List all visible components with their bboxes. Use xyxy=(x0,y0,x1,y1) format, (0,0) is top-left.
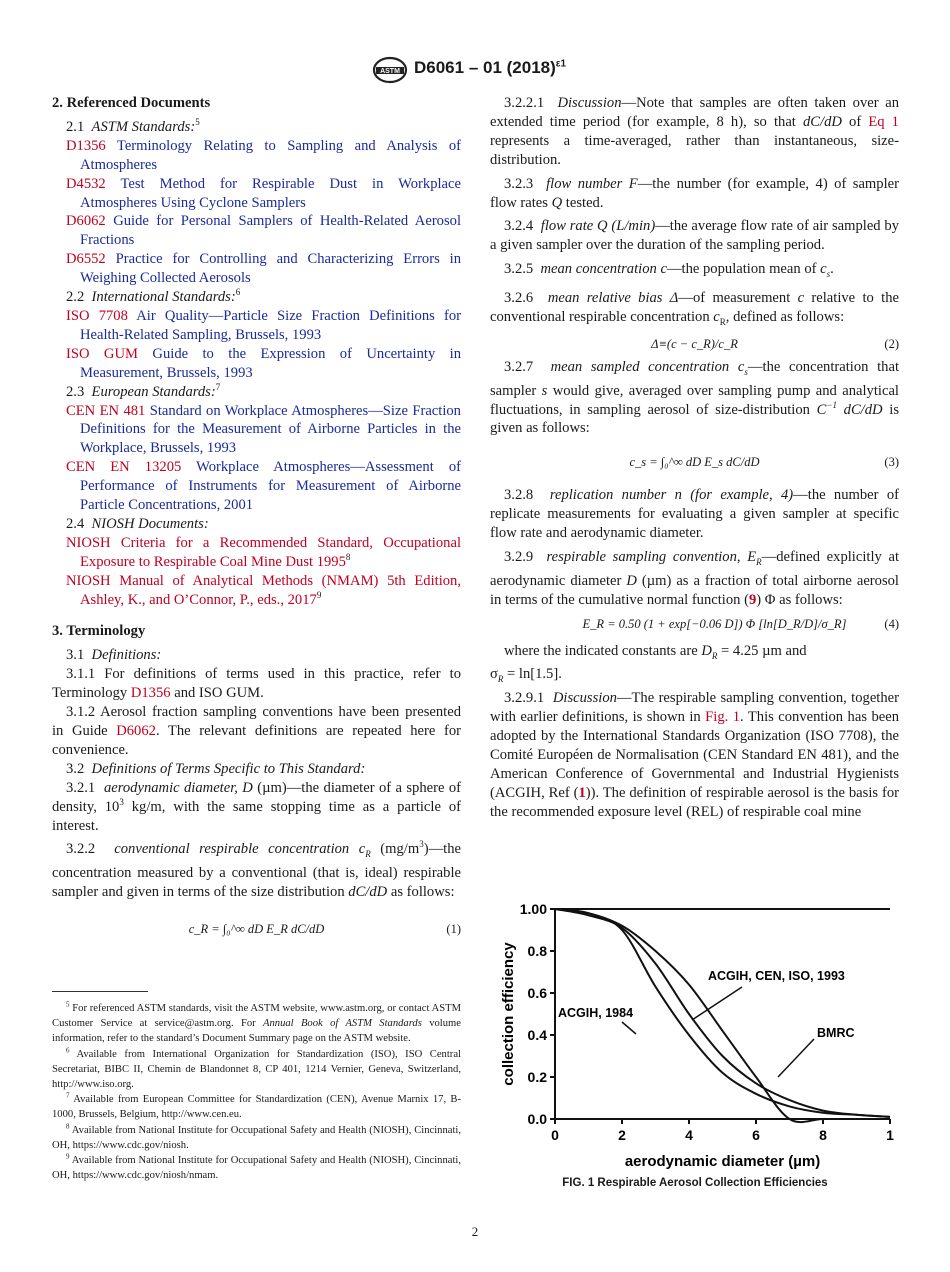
page-header xyxy=(0,56,950,86)
right-column xyxy=(490,94,899,822)
para-3-2-6: 3.2.6 mean relative bias Δ—of measurement c relative to the conventional respirable concentration $c_R$, defined as follows: xyxy=(490,290,899,327)
equation-1: c_R = ∫₀^∞ dD E_R dC/dD (1) xyxy=(188,922,461,937)
pointer-acgih-cen-iso xyxy=(692,987,742,1020)
label-acgih-1984: ACGIH, 1984 xyxy=(558,1006,634,1020)
x-tick-label: 6 xyxy=(752,1127,760,1143)
niosh-documents-heading: 2.4 NIOSH Documents: xyxy=(66,515,209,532)
astm-logo-icon xyxy=(372,56,408,84)
y-tick-label: 0.2 xyxy=(527,1069,547,1085)
reference-title: Guide for Personal Samplers of Health-Related Aerosol Fractions xyxy=(80,213,461,249)
x-axis-label: aerodynamic diameter (µm) xyxy=(624,1153,821,1170)
pointer-bmrc xyxy=(778,1039,814,1077)
reference-iso-7708[interactable] xyxy=(66,307,461,345)
international-standards-heading: 2.2 International Standards:$^6$ xyxy=(66,287,241,306)
reference-title: Standard on Workplace Atmospheres—Size Fraction Definitions for the Measurement of Airborne Particles in the Workplace, Brussels, 1993 xyxy=(80,402,461,457)
reference-code[interactable]: D1356 xyxy=(66,137,106,154)
equation-4: E_R = 0.50 (1 + exp[−0.06 D]) Φ [ln[D_R/D]/σ_R] (4) xyxy=(582,616,899,631)
footnote-9: $^9$ Available from National Institute for Occupational Safety and Health (NIOSH), Cincinnati, OH, https://www.cdc.gov/niosh/nmam. xyxy=(52,1152,461,1182)
para-3-2-3: 3.2.3 flow number F—the number (for example, 4) of sampler flow rates Q tested. xyxy=(490,175,899,211)
reference-title: Test Method for Respirable Dust in Workplace Atmospheres Using Cyclone Samplers xyxy=(80,175,461,211)
reference-d4532[interactable] xyxy=(66,175,461,213)
reference-code[interactable]: CEN EN 481 xyxy=(66,402,146,419)
x-tick-label: 8 xyxy=(819,1127,827,1143)
para-3-2-7: 3.2.7 mean sampled concentration $c_s—the$ concentration that sampler s would give, averaged over sampling pump and analytical fluctuations, in sampling aerosol of size-distribution $C^{-1}$ dC/dD is given as follows: xyxy=(490,358,900,437)
footnotes xyxy=(52,1001,461,1183)
document-id xyxy=(414,58,566,78)
figure-1 xyxy=(490,892,910,1197)
para-3-1-1: 3.1.1 For definitions of terms used in this practice, refer to Terminology D1356 and ISO GUM. xyxy=(52,666,461,702)
doc-id-sup: ε1 xyxy=(555,58,567,70)
x-tick-label: 0 xyxy=(551,1127,559,1143)
reference-title: Terminology Relating to Sampling and Analysis of Atmospheres xyxy=(80,137,462,173)
section-3-title: 3. Terminology xyxy=(52,623,146,640)
x-tick-label: 2 xyxy=(618,1127,626,1143)
section-2-title: 2. Referenced Documents xyxy=(52,95,211,111)
link-fig-1[interactable]: Fig. 1 xyxy=(705,709,741,726)
reference-niosh-criteria[interactable]: NIOSH Criteria for a Recommended Standard, Occupational Exposure to Respirable Coal Mine Dust 1995$^8$ xyxy=(66,534,461,570)
reference-code[interactable]: D6552 xyxy=(66,251,106,268)
reference-cen-en-13205[interactable] xyxy=(66,458,461,515)
para-3-2-9-1: 3.2.9.1 Discussion—The respirable sampling convention, together with earlier definitions, is shown in Fig. 1. This convention has been adopted by the International Standards Organization (ISO 7708), the Comité Européen de Normalisation (CEN Standard EN 481), and the American Conference of Governmental and Industrial Hygienists (ACGIH, Ref (1)). The definition of respirable aerosol is the basis for the recommended exposure level (REL) of respirable coal mine xyxy=(490,690,899,820)
y-tick-label: 0.0 xyxy=(527,1111,547,1127)
reference-code[interactable]: CEN EN 13205 xyxy=(66,459,182,476)
reference-code[interactable]: D6062 xyxy=(66,213,106,230)
doc-id-text: D6061 – 01 (2018) xyxy=(414,58,556,77)
reference-title: Workplace Atmospheres—Assessment of Performance of Instruments for Measurement of Airborne Particle Concentrations, 2001 xyxy=(80,459,461,514)
label-acgih-cen-iso: ACGIH, CEN, ISO, 1993 xyxy=(708,969,845,983)
x-tick-label: 4 xyxy=(685,1127,693,1143)
figure-caption: FIG. 1 Respirable Aerosol Collection Efficiencies xyxy=(562,1177,828,1189)
y-tick-label: 0.8 xyxy=(527,943,547,959)
link-d1356[interactable]: D1356 xyxy=(130,685,171,702)
reference-d1356[interactable] xyxy=(66,137,461,175)
para-3-2-4: 3.2.4 flow rate Q (L/min)—the average flow rate of air sampled by a given sampler over the duration of the sampling period. xyxy=(490,218,899,254)
label-bmrc: BMRC xyxy=(817,1026,855,1040)
reference-code[interactable]: ISO GUM xyxy=(66,345,138,362)
para-sigma: $\sigma_R = \ln[1.5]$. xyxy=(490,666,562,685)
link-ref-1[interactable]: 1 xyxy=(578,784,586,801)
footnote-8: $^8$ Available from National Institute for Occupational Safety and Health (NIOSH), Cincinnati, OH, https://www.cdc.gov/niosh. xyxy=(52,1122,461,1151)
footnote-5: $^5$ For referenced ASTM standards, visit the ASTM website, www.astm.org, or contact ASTM Customer Service at service@astm.org. For Annual Book of ASTM Standards volume information, refer to the standard’s Document Summary page on the ASTM website. xyxy=(52,1000,461,1045)
pointer-acgih-1984 xyxy=(622,1022,636,1034)
link-eq-1[interactable]: Eq 1 xyxy=(868,113,899,130)
para-where: where the indicated constants are $D_R = 4.25$ µm and xyxy=(504,642,807,661)
reference-code[interactable]: D4532 xyxy=(66,175,106,192)
specific-definitions-heading: 3.2 Definitions of Terms Specific to This Standard: xyxy=(66,760,366,777)
astm-standards-heading: 2.1 ASTM Standards:$^5$ xyxy=(66,117,200,135)
link-ref-9[interactable]: 9 xyxy=(748,591,757,608)
footnote-6: $^6$ Available from International Organization for Standardization (ISO), ISO Central Secretariat, BIBC II, Chemin de Blandonnet 8, CP 401, 1214 Vernier, Geneva, Switzerland, http://www.iso.org. xyxy=(52,1046,461,1091)
para-3-2-8: 3.2.8 replication number n (for example, 4)—the number of replicate measurements for evaluating a given sampler at specific flow rate and aerodynamic diameter. xyxy=(490,487,899,542)
reference-niosh-nmam[interactable]: NIOSH Manual of Analytical Methods (NMAM) 5th Edition, Ashley, K., and O’Connor, P., eds., 2017$^9$ xyxy=(66,572,461,608)
equation-2: Δ≡(c − c_R)/c_R (2) xyxy=(651,336,899,351)
reference-title: Practice for Controlling and Characterizing Errors in Weighing Collected Aerosols xyxy=(80,251,461,287)
european-standards-heading: 2.3 European Standards:$^7$ xyxy=(66,381,221,400)
para-3-1-2: 3.1.2 Aerosol fraction sampling conventions have been presented in Guide D6062. The relevant definitions are repeated here for convenience. xyxy=(52,704,461,758)
para-3-2-2-1: 3.2.2.1 Discussion—Note that samples are often taken over an extended time period (for example, 8 h), so that dC/dD of Eq 1 represents a time-averaged, rather than instantaneous, size-distribution. xyxy=(490,95,899,168)
reference-code[interactable]: ISO 7708 xyxy=(66,307,128,324)
para-3-2-5: 3.2.5 mean concentration c—the population mean of $c_s$. xyxy=(504,261,834,280)
x-tick-label: 1 xyxy=(886,1127,894,1143)
y-axis-label: collection efficiency xyxy=(500,942,517,1086)
para-3-2-1: 3.2.1 aerodynamic diameter, D (µm)—the diameter of a sphere of density, $10^3$ kg/m, with the same stopping time as a particle of interest. xyxy=(52,779,461,834)
reference-title: Air Quality—Particle Size Fraction Definitions for Health-Related Sampling, Brussels, 1993 xyxy=(80,307,461,343)
y-tick-label: 1.00 xyxy=(519,901,547,917)
para-3-2-9: 3.2.9 respirable sampling convention, $E_R—defined$ explicitly at aerodynamic diameter D (µm) as a fraction of total airborne aerosol in terms of the cumulative normal function (9) Φ as follows: xyxy=(490,549,899,608)
footnote-rule xyxy=(52,991,148,992)
equation-3: c_s = ∫₀^∞ dD E_s dC/dD (3) xyxy=(629,455,899,470)
collection-efficiency-chart xyxy=(490,892,910,1172)
left-column xyxy=(52,94,461,954)
link-d6062[interactable]: D6062 xyxy=(116,723,156,739)
para-3-2-2: 3.2.2 conventional respirable concentration $c_R$ $(mg/m^3)—the$ concentration measured by a conventional (that is, ideal) respirable sampler and given in terms of the size distribution dC/dD as follows: xyxy=(52,839,461,901)
reference-d6062[interactable] xyxy=(66,212,461,250)
footnote-7: $^7$ Available from European Committee for Standardization (CEN), Avenue Marnix 17, B-1000, Brussels, Belgium, http://www.cen.eu. xyxy=(52,1091,461,1121)
logo-text: ASTM xyxy=(380,68,400,75)
definitions-heading: 3.1 Definitions: xyxy=(66,647,162,664)
y-tick-label: 0.4 xyxy=(527,1027,547,1043)
reference-d6552[interactable] xyxy=(66,250,461,288)
y-tick-label: 0.6 xyxy=(527,985,547,1001)
reference-cen-en-481[interactable] xyxy=(66,402,461,459)
reference-title: Guide to the Expression of Uncertainty in Measurement, Brussels, 1993 xyxy=(80,345,462,381)
page-number: 2 xyxy=(471,1224,479,1239)
reference-iso-gum[interactable] xyxy=(66,345,461,383)
